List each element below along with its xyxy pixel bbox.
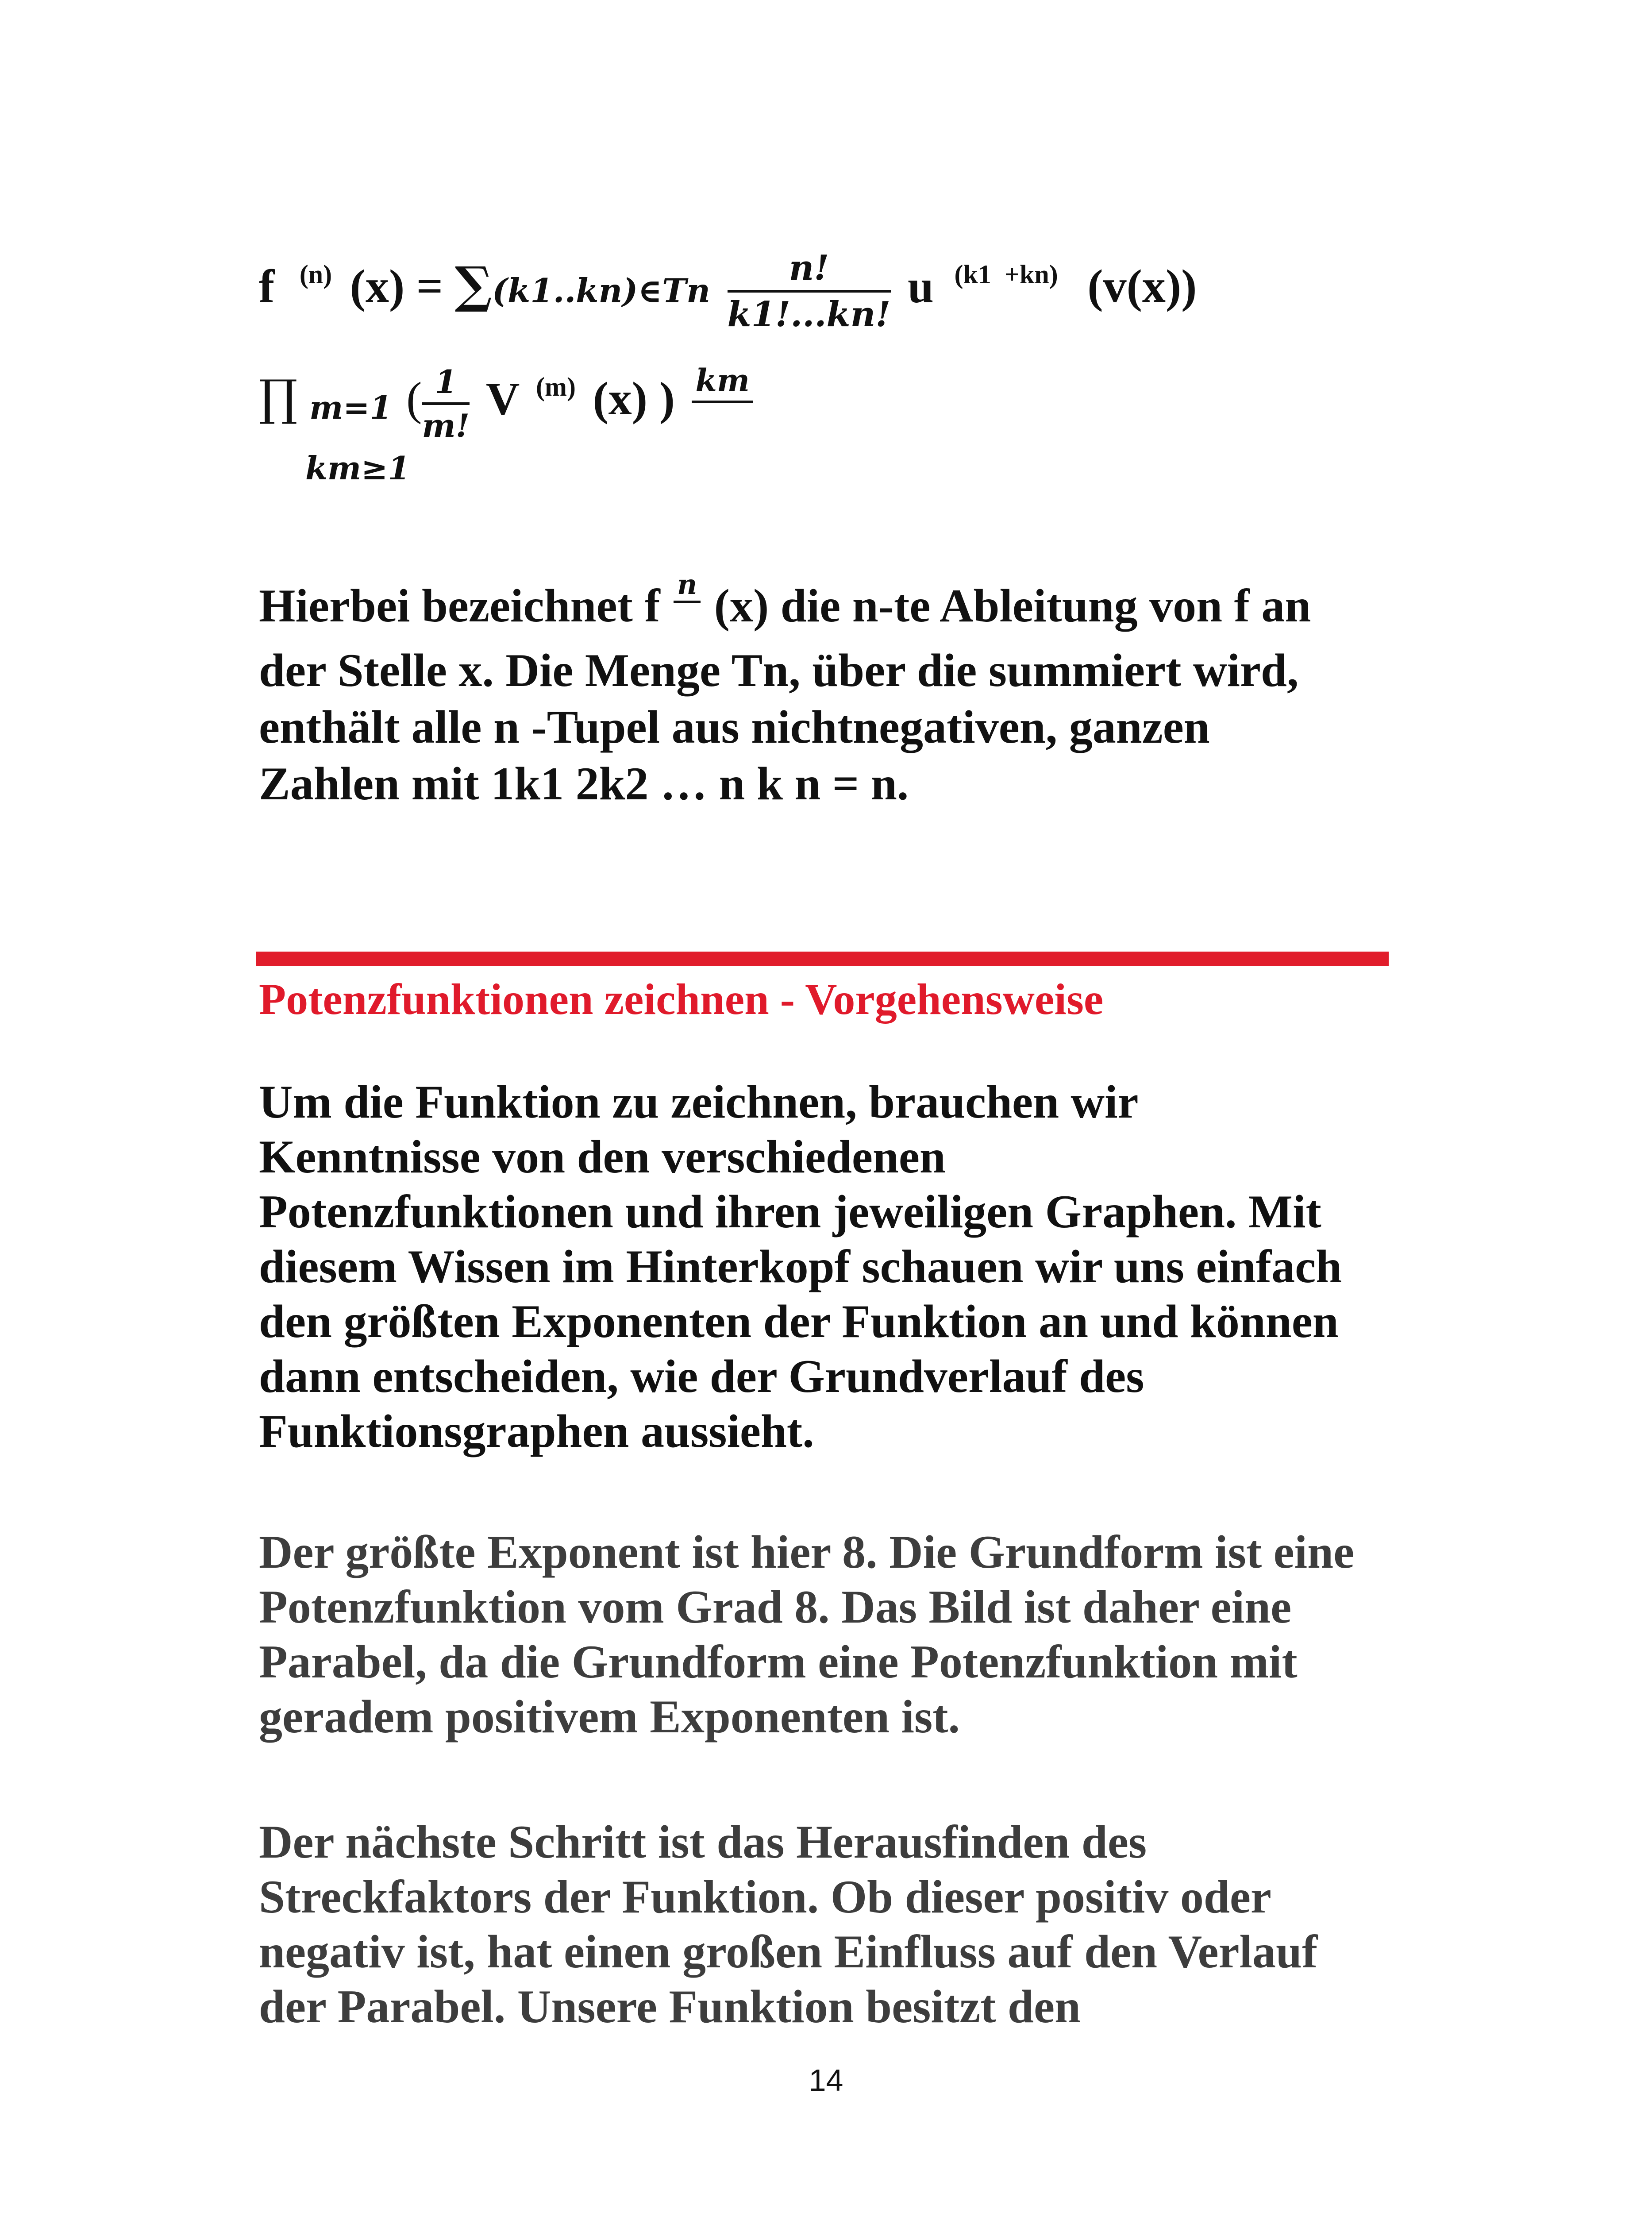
paragraph-stretch-factor-line: der Parabel. Unsere Funktion besitzt den — [259, 1981, 1081, 2032]
formula-fraction-denominator: k1!...kn! — [727, 294, 891, 335]
formula-sum-index: (k1..kn)∈Tn — [492, 272, 711, 310]
paragraph-stretch-factor-line: Der nächste Schritt ist das Herausfinden des — [259, 1816, 1147, 1868]
paragraph-exponent-line: Parabel, da die Grundform eine Potenzfunktion mit — [259, 1636, 1298, 1688]
formula-x-arg: (x) = — [350, 260, 443, 312]
paragraph-procedure — [259, 1075, 1427, 1459]
paragraph-procedure-line: Funktionsgraphen aussieht. — [259, 1405, 814, 1457]
formula-inner-fraction — [422, 363, 470, 444]
paragraph-exponent-line: Potenzfunktion vom Grad 8. Das Bild ist daher eine — [259, 1581, 1292, 1633]
paragraph-procedure-line: Um die Funktion zu zeichnen, brauchen wir — [259, 1076, 1139, 1128]
formula-fraction — [728, 248, 891, 335]
paragraph-definition-text-a: Hierbei bezeichnet f — [259, 580, 660, 632]
formula-inner-fraction-numerator: 1 — [422, 363, 470, 405]
derivative-order-denominator — [674, 603, 701, 633]
derivative-order-numerator: n — [674, 571, 701, 603]
paragraph-stretch-factor — [259, 1815, 1427, 2034]
paragraph-exponent-line: geradem positivem Exponenten ist. — [259, 1691, 960, 1743]
formula-prod-index-bottom: km≥1 — [305, 449, 410, 487]
paragraph-definition-text-b: (x) die n-te Ableitung von f an — [714, 580, 1311, 632]
formula-v-sup: (m) — [536, 372, 576, 402]
paragraph-procedure-line: diesem Wissen im Hinterkopf schauen wir uns einfach — [259, 1241, 1342, 1292]
paragraph-procedure-line: Potenzfunktionen und ihren jeweiligen Graphen. Mit — [259, 1186, 1321, 1238]
formula-fraction-numerator: n! — [728, 248, 891, 293]
paragraph-stretch-factor-line: negativ ist, hat einen großen Einfluss auf den Verlauf — [259, 1926, 1318, 1978]
formula-u-sup: (k1 +kn) — [954, 260, 1058, 289]
formula-prod: ∏ — [259, 369, 298, 426]
formula-sigma: ∑ — [454, 256, 492, 314]
paragraph-procedure-line: Kenntnisse von den verschiedenen — [259, 1131, 946, 1183]
section-heading: Potenzfunktionen zeichnen - Vorgehensweise — [259, 975, 1104, 1024]
formula-v: V — [485, 373, 519, 425]
formula-u: u — [908, 260, 934, 312]
formula-f: f — [259, 260, 275, 312]
paragraph-definition-line-4: Zahlen mit 1k1 2k2 … n k n = n. — [259, 757, 909, 810]
formula-n-sup: (n) — [299, 260, 332, 289]
paragraph-exponent-line: Der größte Exponent ist hier 8. Die Grundform ist eine — [259, 1526, 1355, 1578]
page-number: 14 — [809, 2063, 843, 2097]
paragraph-procedure-line: dann entscheiden, wie der Grundverlauf des — [259, 1350, 1144, 1402]
paragraph-definition — [259, 568, 1427, 812]
paragraph-definition-line-3: enthält alle n -Tupel aus nichtnegativen, ganzen — [259, 701, 1210, 753]
formula-exponent-numerator: km — [692, 362, 753, 403]
paragraph-stretch-factor-line: Streckfaktors der Funktion. Ob dieser positiv oder — [259, 1871, 1271, 1923]
paragraph-exponent — [259, 1525, 1427, 1744]
formula-inner-fraction-denominator: m! — [422, 407, 470, 444]
formula-line-1 — [259, 248, 1197, 335]
formula-exponent-fraction — [692, 362, 753, 405]
formula-open-paren: ( — [406, 373, 422, 425]
formula-prod-index-top: m=1 — [309, 389, 392, 427]
formula-v-arg: (v(x)) — [1087, 260, 1197, 312]
paragraph-definition-line-1 — [259, 568, 1427, 642]
derivative-order-fraction — [674, 568, 701, 633]
formula-exponent-denominator — [692, 403, 753, 405]
section-divider — [256, 952, 1389, 966]
paragraph-procedure-line: den größten Exponenten der Funktion an und können — [259, 1295, 1339, 1347]
formula-line-2 — [259, 363, 759, 444]
paragraph-definition-line-2: der Stelle x. Die Menge Tn, über die summiert wird, — [259, 644, 1299, 696]
formula-v-x: (x) ) — [593, 373, 675, 425]
